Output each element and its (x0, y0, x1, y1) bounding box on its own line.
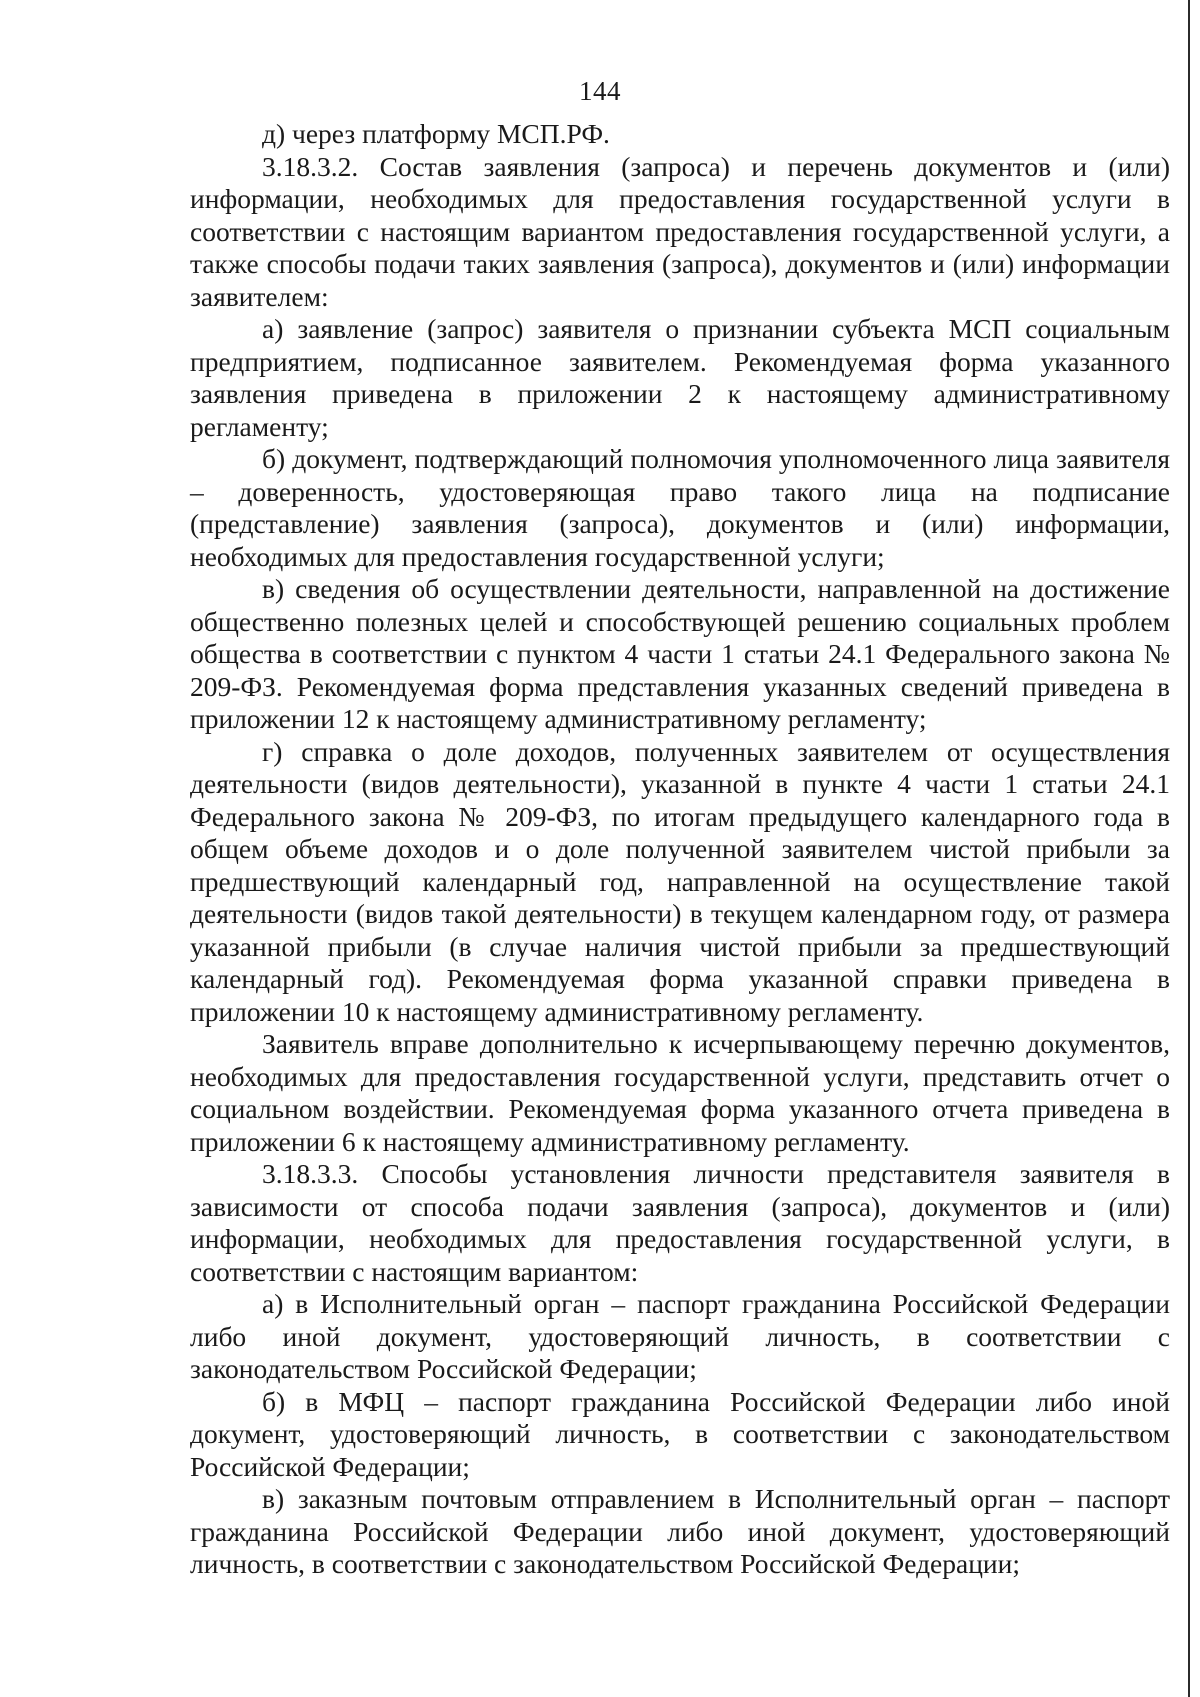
paragraph-section-3-18-3-2: 3.18.3.2. Состав заявления (запроса) и перечень документов и (или) информации, необходимых для предоставления государственной услуги в соответствии с настоящим вариантом предоставления государственной услуги, а также способы подачи таких заявления (запроса), документов и (или) информации заявителем: (190, 150, 1170, 312)
paragraph-social-impact-report: Заявитель вправе дополнительно к исчерпывающему перечню документов, необходимых для предоставления государственной услуги, представить отчет о социальном воздействии. Рекомендуемая форма указанного отчета приведена в приложении 6 к настоящему административному регламенту. (190, 1028, 1170, 1157)
paragraph-item-v-registered-mail: в) заказным почтовым отправлением в Исполнительный орган – паспорт гражданина Российской Федерации либо иной документ, удостоверяющий личность, в соответствии с законодательством Российской Федерации; (190, 1483, 1170, 1579)
page-number: 144 (579, 76, 621, 106)
paragraph-item-b-mfc: б) в МФЦ – паспорт гражданина Российской Федерации либо иной документ, удостоверяющий личность, в соответствии с законодательством Российской Федерации; (190, 1385, 1170, 1482)
paragraph-item-a-executive-body: а) в Исполнительный орган – паспорт гражданина Российской Федерации либо иной документ, удостоверяющий личность, в соответствии с законодательством Российской Федерации; (190, 1288, 1170, 1384)
paragraph-item-d-platform: д) через платформу МСП.РФ. (262, 118, 610, 149)
scan-edge-line (1188, 0, 1190, 1697)
paragraph-item-b-power-of-attorney: б) документ, подтверждающий полномочия уполномоченного лица заявителя – доверенность, удостоверяющая право такого лица на подписание (представление) заявления (запроса), документов и (или) информации, необходимых для предоставления государственной услуги; (190, 443, 1170, 572)
paragraph-item-v-activity-info: в) сведения об осуществлении деятельности, направленной на достижение общественно полезных целей и способствующей решению социальных проблем общества в соответствии с пунктом 4 части 1 статьи 24.1 Федерального закона № 209-ФЗ. Рекомендуемая форма представления указанных сведений приведена в приложении 12 к настоящему административному регламенту; (190, 573, 1170, 734)
paragraph-section-3-18-3-3: 3.18.3.3. Способы установления личности представителя заявителя в зависимости от способа подачи заявления (запроса), документов и (или) информации, необходимых для предоставления государственной услуги, в соответствии с настоящим вариантом: (190, 1158, 1170, 1287)
paragraph-item-g-income-certificate: г) справка о доле доходов, полученных заявителем от осуществления деятельности (видов деятельности), указанной в пункте 4 части 1 статьи 24.1 Федерального закона № 209-ФЗ, по итогам предыдущего календарного года в общем объеме доходов и о доле полученной заявителем чистой прибыли за предшествующий календарный год, направленной на осуществление такой деятельности (видов такой деятельности) в текущем календарном году, от размера указанной прибыли (в случае наличия чистой прибыли за предшествующий календарный год). Рекомендуемая форма указанной справки приведена в приложении 10 к настоящему административному регламенту. (190, 735, 1170, 1027)
document-body (190, 118, 1170, 1581)
paragraph-item-a-application: а) заявление (запрос) заявителя о признании субъекта МСП социальным предприятием, подписанное заявителем. Рекомендуемая форма указанного заявления приведена в приложении 2 к настоящему административному регламенту; (190, 313, 1170, 442)
